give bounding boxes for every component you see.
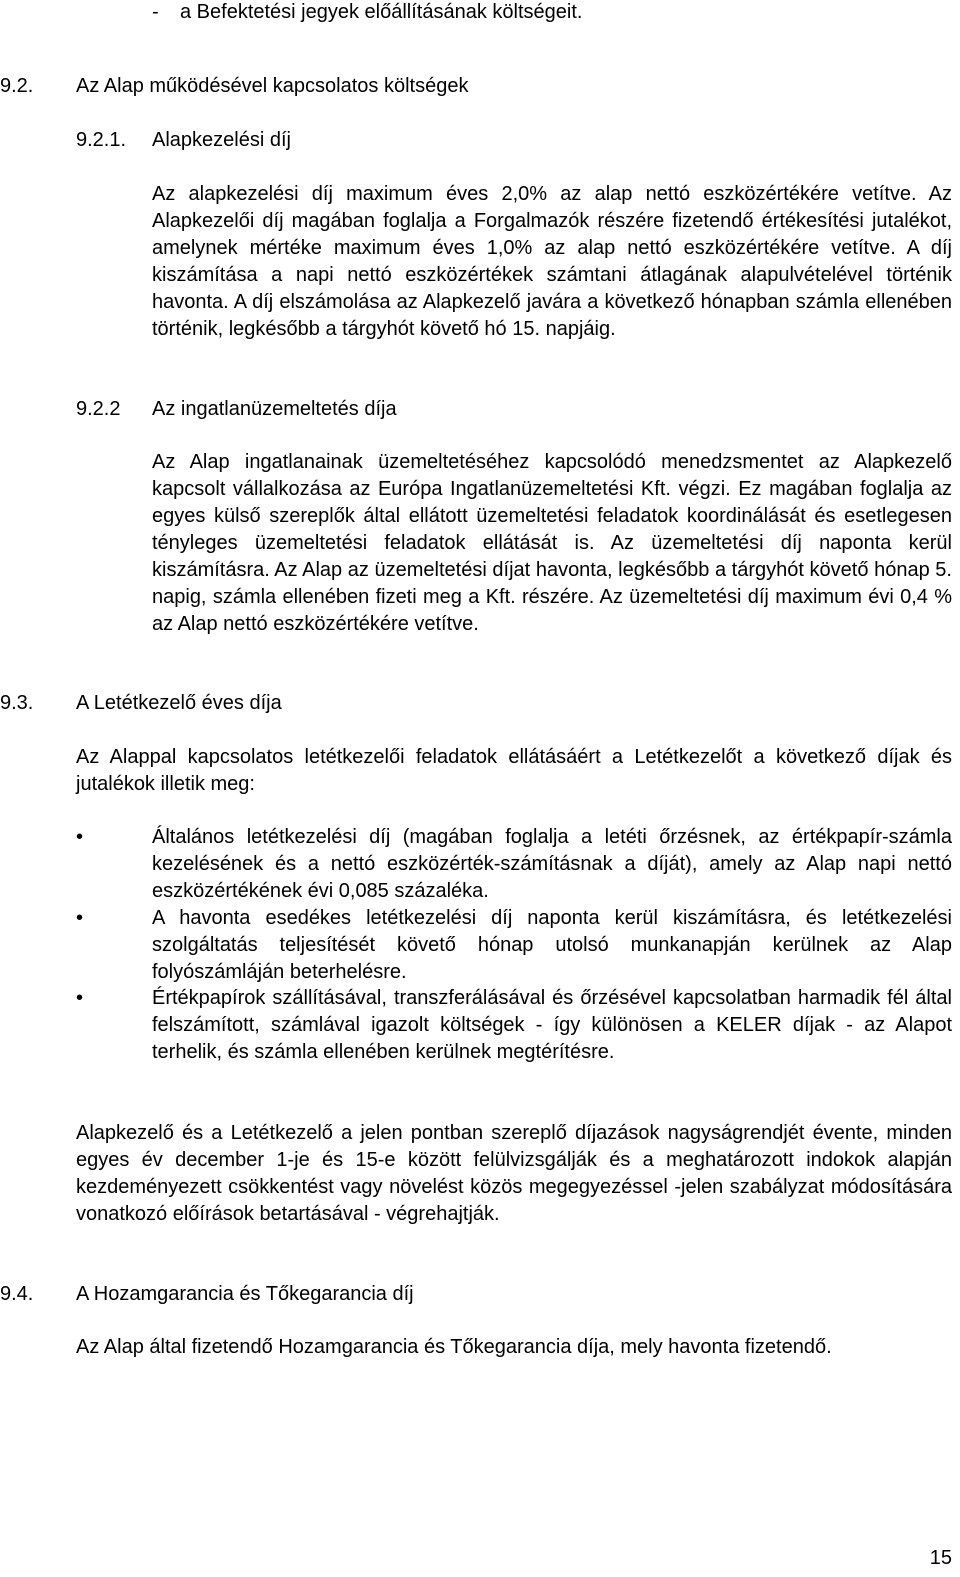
section-9-2-1-title: Alapkezelési díj	[152, 129, 291, 151]
section-9-2-number: 9.2.	[0, 75, 34, 97]
section-9-2-2-title: Az ingatlanüzemeltetés díja	[152, 398, 397, 420]
section-9-3-intro: Az Alappal kapcsolatos letétkezelői feladatok ellátásáért a Letétkezelőt a következő díjak és jutalékok illetik meg:	[76, 746, 952, 795]
section-9-2-2-number: 9.2.2	[76, 398, 121, 420]
section-9-2-2-body: Az Alap ingatlanainak üzemeltetéséhez kapcsolódó menedzsmentet az Alapkezelő kapcsolt vállalkozása az Európa Ingatlanüzemeltetési Kft. végzi. Ez magában foglalja az egyes külső szereplők által ellátott üzemeltetési feladatok koordinálását és esetlegesen tényleges üzemeltetési feladatok ellátását is. Az üzemeltetési díj naponta kerül kiszámításra. Az Alap az üzemeltetési díjat havonta, legkésőbb a tárgyhót követő hónap 5. napig, számla ellenében fizeti meg a Kft. részére. Az üzemeltetési díj maximum évi 0,4 % az Alap nettó eszközértékére vetítve.	[152, 451, 952, 635]
section-9-4-number: 9.4.	[0, 1283, 34, 1305]
section-9-4-title: A Hozamgarancia és Tőkegarancia díj	[76, 1283, 414, 1305]
section-9-2-1-body: Az alapkezelési díj maximum éves 2,0% az alap nettó eszközértékére vetítve. Az Alapkezelői díj magában foglalja a Forgalmazók részére fizetendő értékesítési jutalékot, amelynek mértéke maximum éves 1,0% az alap nettó eszközértékére vetítve. A díj kiszámítása a napi nettó eszközértékek számtani átlagának alapulvételével történik havonta. A díj elszámolása az Alapkezelő javára a következő hónapban számla ellenében történik, legkésőbb a tárgyhót követő hó 15. napjáig.	[152, 183, 952, 340]
section-9-2-title: Az Alap működésével kapcsolatos költségek	[76, 75, 469, 97]
section-9-3-closing: Alapkezelő és a Letétkezelő a jelen pontban szereplő díjazások nagyságrendjét évente, minden egyes év december 1-je és 15-e között felülvizsgálják és a meghatározott indokok alapján kezdeményezett csökkentést vagy növelést közös megegyezéssel -jelen szabályzat módosítására vonatkozó előírások betartásával - végrehajtják.	[76, 1122, 952, 1225]
section-9-2-1-number: 9.2.1.	[76, 129, 127, 151]
intro-text: a Befektetési jegyek előállításának költségeit.	[180, 1, 583, 23]
bullet-1-symbol: •	[76, 826, 84, 848]
page-number: 15	[929, 1547, 952, 1569]
bullet-3-symbol: •	[76, 987, 84, 1009]
section-9-3-title: A Letétkezelő éves díja	[76, 692, 282, 714]
bullet-2-symbol: •	[76, 907, 84, 929]
section-9-3-number: 9.3.	[0, 692, 34, 714]
bullet-3-text: Értékpapírok szállításával, transzferálásával és őrzésével kapcsolatban harmadik fél által felszámított, számlával igazolt költségek - így különösen a KELER díjak - az Alapot terhelik, és számla ellenében kerülnek megtérítésre.	[152, 987, 952, 1063]
bullet-1-text: Általános letétkezelési díj (magában foglalja a letéti őrzésnek, az értékpapír-számla kezelésének és a nettó eszközérték-számításnak a díját), amely az Alap napi nettó eszközértékének évi 0,085 százaléka.	[152, 826, 952, 902]
intro-dash: -	[152, 1, 159, 23]
section-9-4-body: Az Alap által fizetendő Hozamgarancia és Tőkegarancia díja, mely havonta fizetendő.	[76, 1336, 832, 1358]
bullet-2-text: A havonta esedékes letétkezelési díj naponta kerül kiszámításra, és letétkezelési szolgáltatás teljesítését követő hónap utolsó munkanapján kerülnek az Alap folyószámláján beterhelésre.	[152, 907, 952, 983]
